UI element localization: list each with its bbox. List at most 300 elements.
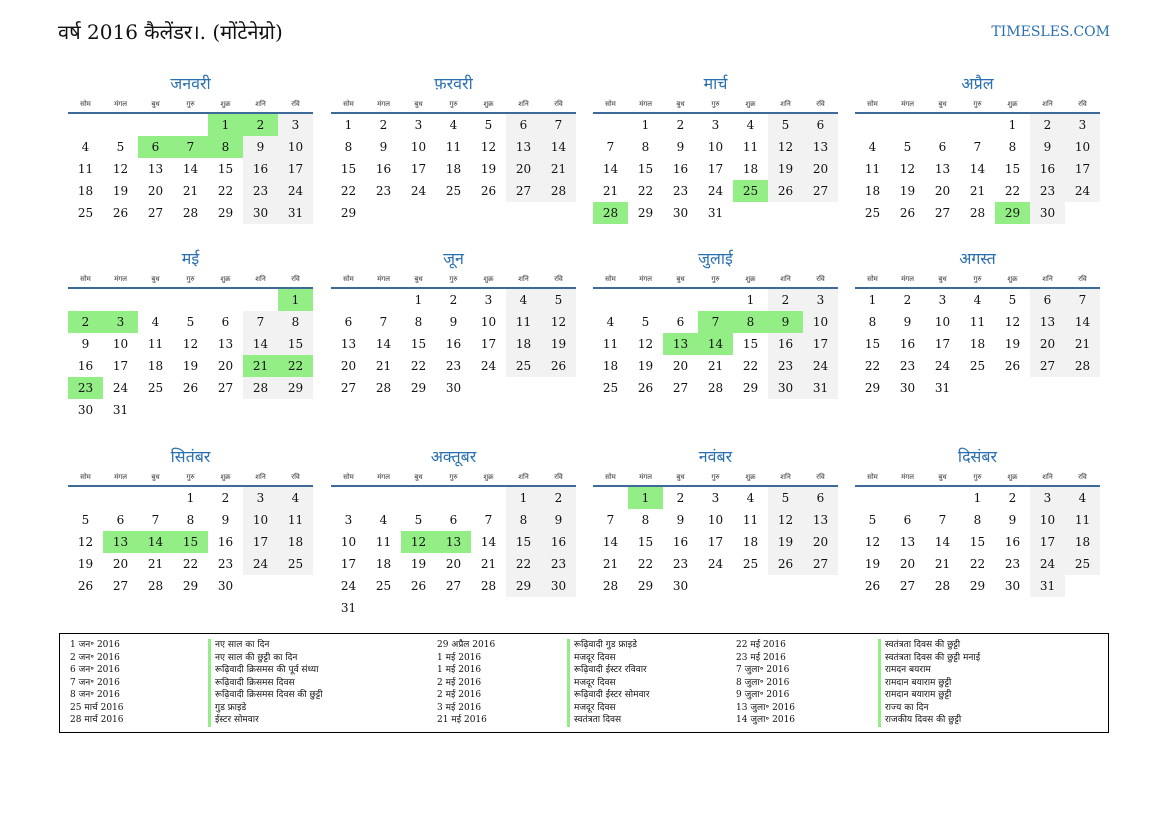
day-cell: 1 bbox=[186, 491, 195, 505]
legend-holiday-name: रूढ़िवादी क्रिसमस की पूर्व संध्या bbox=[208, 664, 318, 677]
day-cell: 3 bbox=[711, 491, 720, 505]
legend-holiday-name: राजकीय दिवस की छुट्टी bbox=[878, 714, 961, 727]
day-cell: 16 bbox=[672, 162, 689, 176]
day-cell: 18 bbox=[742, 535, 759, 549]
day-cell: 8 bbox=[278, 311, 313, 333]
day-cell: 11 bbox=[969, 315, 986, 329]
day-cell: 1 bbox=[506, 487, 541, 509]
day-cell: 12 bbox=[899, 162, 916, 176]
day-cell: 2 bbox=[768, 289, 803, 311]
day-cell: 22 bbox=[1004, 184, 1021, 198]
day-cell: 27 bbox=[672, 381, 689, 395]
day-cell: 24 bbox=[278, 180, 313, 202]
legend-date: 2 मई 2016 bbox=[437, 690, 482, 700]
month-name: नवंबर bbox=[698, 447, 733, 466]
day-cell: 17 bbox=[243, 531, 278, 553]
weekday-label: गुरु bbox=[711, 100, 720, 108]
holiday-day-cell: 23 bbox=[68, 377, 103, 399]
day-cell: 11 bbox=[147, 337, 164, 351]
day-cell: 17 bbox=[278, 158, 313, 180]
day-cell: 7 bbox=[973, 140, 982, 154]
day-cell: 5 bbox=[868, 513, 877, 527]
day-cell: 26 bbox=[77, 579, 94, 593]
day-grid bbox=[855, 289, 1100, 399]
day-cell: 6 bbox=[116, 513, 125, 527]
day-cell: 7 bbox=[484, 513, 493, 527]
day-cell: 17 bbox=[480, 337, 497, 351]
day-cell: 17 bbox=[803, 333, 838, 355]
day-cell: 11 bbox=[742, 140, 759, 154]
day-cell: 21 bbox=[969, 184, 986, 198]
day-cell: 31 bbox=[707, 206, 724, 220]
day-cell: 29 bbox=[182, 579, 199, 593]
day-cell: 7 bbox=[1065, 289, 1100, 311]
day-cell: 18 bbox=[864, 184, 881, 198]
empty-cell bbox=[401, 487, 436, 509]
day-cell: 30 bbox=[445, 381, 462, 395]
day-cell: 15 bbox=[340, 162, 357, 176]
weekday-label: रवि bbox=[1078, 100, 1087, 108]
empty-cell bbox=[331, 289, 366, 311]
day-grid bbox=[593, 114, 838, 224]
empty-cell bbox=[243, 289, 278, 311]
legend-date: 7 जन॰ 2016 bbox=[70, 677, 120, 688]
day-cell: 19 bbox=[77, 557, 94, 571]
day-cell: 9 bbox=[221, 513, 230, 527]
month-name: अप्रैल bbox=[961, 74, 994, 93]
day-cell: 17 bbox=[1030, 531, 1065, 553]
weekday-label: शनि bbox=[255, 473, 266, 481]
day-cell: 21 bbox=[541, 158, 576, 180]
empty-cell bbox=[103, 487, 138, 509]
day-cell: 5 bbox=[903, 140, 912, 154]
day-cell: 14 bbox=[1065, 311, 1100, 333]
day-cell: 30 bbox=[899, 381, 916, 395]
day-cell: 6 bbox=[506, 114, 541, 136]
day-cell: 8 bbox=[414, 315, 423, 329]
day-cell: 6 bbox=[803, 114, 838, 136]
day-cell: 2 bbox=[676, 118, 685, 132]
day-cell: 20 bbox=[217, 359, 234, 373]
day-grid bbox=[68, 289, 313, 421]
day-cell: 27 bbox=[217, 381, 234, 395]
legend-holiday-name: राज्य का दिन bbox=[878, 702, 928, 715]
weekday-label: मंगल bbox=[377, 473, 390, 481]
day-cell: 29 bbox=[969, 579, 986, 593]
day-cell: 31 bbox=[278, 202, 313, 224]
day-cell: 25 bbox=[969, 359, 986, 373]
day-cell: 15 bbox=[864, 337, 881, 351]
day-cell: 23 bbox=[1030, 180, 1065, 202]
weekday-label: मंगल bbox=[377, 100, 390, 108]
day-cell: 6 bbox=[676, 315, 685, 329]
month-name: अक्तूबर bbox=[430, 447, 477, 466]
weekday-label: बुध bbox=[676, 100, 685, 108]
day-cell: 17 bbox=[112, 359, 129, 373]
legend-date: 25 मार्च 2016 bbox=[70, 702, 124, 713]
day-cell: 4 bbox=[746, 491, 755, 505]
day-cell: 22 bbox=[637, 184, 654, 198]
weekday-label: शुक्र bbox=[1007, 275, 1018, 283]
day-cell: 12 bbox=[182, 337, 199, 351]
day-cell: 16 bbox=[375, 162, 392, 176]
day-cell: 18 bbox=[1065, 531, 1100, 553]
day-cell: 5 bbox=[116, 140, 125, 154]
day-cell: 16 bbox=[672, 535, 689, 549]
day-cell: 24 bbox=[1030, 553, 1065, 575]
day-cell: 23 bbox=[1004, 557, 1021, 571]
day-cell: 14 bbox=[243, 333, 278, 355]
day-cell: 9 bbox=[81, 337, 90, 351]
day-grid bbox=[331, 487, 576, 619]
day-cell: 31 bbox=[934, 381, 951, 395]
weekday-label: शुक्र bbox=[1007, 473, 1018, 481]
empty-cell bbox=[593, 114, 628, 136]
legend-holiday-name: रामदन बयराम bbox=[878, 664, 931, 677]
weekday-label: रवि bbox=[816, 275, 825, 283]
empty-cell bbox=[855, 487, 890, 509]
day-cell: 16 bbox=[1004, 535, 1021, 549]
day-cell: 3 bbox=[803, 289, 838, 311]
day-cell: 4 bbox=[1065, 487, 1100, 509]
day-cell: 8 bbox=[186, 513, 195, 527]
day-cell: 7 bbox=[541, 114, 576, 136]
legend-holiday-name: रूढ़िवादी ईस्टर सोमवार bbox=[567, 689, 650, 702]
weekday-label: बुध bbox=[151, 100, 160, 108]
weekday-label: शनि bbox=[780, 275, 791, 283]
weekday-label: शुक्र bbox=[220, 275, 231, 283]
day-cell: 9 bbox=[903, 315, 912, 329]
day-cell: 26 bbox=[480, 184, 497, 198]
day-cell: 12 bbox=[1004, 315, 1021, 329]
weekday-label: शुक्र bbox=[745, 473, 756, 481]
day-cell: 27 bbox=[340, 381, 357, 395]
weekday-label: गुरु bbox=[449, 275, 458, 283]
legend-date: 21 मई 2016 bbox=[437, 715, 487, 725]
day-cell: 1 bbox=[1008, 118, 1017, 132]
holiday-day-cell: 13 bbox=[103, 531, 138, 553]
weekday-label: गुरु bbox=[973, 100, 982, 108]
empty-cell bbox=[663, 289, 698, 311]
day-cell: 20 bbox=[672, 359, 689, 373]
month-block bbox=[855, 70, 1100, 224]
legend-holiday-name: रूढ़िवादी क्रिसमस दिवस की छुट्टी bbox=[208, 689, 323, 702]
legend-holiday-name: मजदूर दिवस bbox=[567, 702, 616, 715]
month-name: मई bbox=[181, 249, 200, 268]
day-cell: 25 bbox=[1065, 553, 1100, 575]
day-cell: 6 bbox=[221, 315, 230, 329]
holiday-day-cell: 1 bbox=[628, 487, 663, 509]
holiday-day-cell: 29 bbox=[995, 202, 1030, 224]
day-cell: 26 bbox=[541, 355, 576, 377]
day-cell: 27 bbox=[445, 579, 462, 593]
day-cell: 22 bbox=[340, 184, 357, 198]
weekday-label: शनि bbox=[518, 100, 529, 108]
empty-cell bbox=[68, 487, 103, 509]
weekday-label: बुध bbox=[151, 473, 160, 481]
weekday-label: शनि bbox=[518, 473, 529, 481]
weekday-label: मंगल bbox=[377, 275, 390, 283]
day-cell: 2 bbox=[1030, 114, 1065, 136]
legend-date: 8 जन॰ 2016 bbox=[70, 690, 120, 700]
empty-cell bbox=[103, 289, 138, 311]
day-cell: 5 bbox=[541, 289, 576, 311]
holiday-day-cell: 13 bbox=[663, 333, 698, 355]
month-block bbox=[593, 443, 838, 597]
weekday-label: सोम bbox=[80, 100, 91, 108]
empty-cell bbox=[366, 487, 401, 509]
empty-cell bbox=[593, 289, 628, 311]
day-grid bbox=[68, 487, 313, 597]
day-cell: 19 bbox=[899, 184, 916, 198]
day-cell: 29 bbox=[217, 206, 234, 220]
day-cell: 22 bbox=[410, 359, 427, 373]
legend-holiday-name: रामदान बयाराम छुट्टी bbox=[878, 689, 951, 702]
day-cell: 8 bbox=[973, 513, 982, 527]
legend-date: 2 जन॰ 2016 bbox=[70, 652, 120, 663]
weekday-label: शुक्र bbox=[220, 100, 231, 108]
day-cell: 17 bbox=[934, 337, 951, 351]
weekday-label: शनि bbox=[1042, 100, 1053, 108]
day-cell: 22 bbox=[969, 557, 986, 571]
day-cell: 28 bbox=[147, 579, 164, 593]
day-cell: 3 bbox=[1030, 487, 1065, 509]
day-cell: 27 bbox=[803, 553, 838, 575]
weekday-label: मंगल bbox=[901, 100, 914, 108]
empty-cell bbox=[173, 114, 208, 136]
day-cell: 25 bbox=[147, 381, 164, 395]
day-cell: 15 bbox=[637, 535, 654, 549]
weekday-label: रवि bbox=[1078, 275, 1087, 283]
day-cell: 13 bbox=[217, 337, 234, 351]
day-cell: 11 bbox=[1065, 509, 1100, 531]
day-cell: 18 bbox=[506, 333, 541, 355]
day-cell: 11 bbox=[864, 162, 881, 176]
day-grid bbox=[331, 114, 576, 224]
holiday-day-cell: 2 bbox=[243, 114, 278, 136]
holiday-day-cell: 9 bbox=[768, 311, 803, 333]
day-cell: 13 bbox=[803, 136, 838, 158]
day-cell: 29 bbox=[637, 579, 654, 593]
legend-holiday-name: गुड फ्राइडे bbox=[208, 702, 246, 715]
day-cell: 30 bbox=[541, 575, 576, 597]
day-cell: 23 bbox=[899, 359, 916, 373]
day-cell: 26 bbox=[637, 381, 654, 395]
holiday-day-cell: 1 bbox=[278, 289, 313, 311]
day-cell: 22 bbox=[742, 359, 759, 373]
month-block bbox=[68, 70, 313, 224]
weekday-label: शुक्र bbox=[483, 473, 494, 481]
day-cell: 23 bbox=[217, 557, 234, 571]
day-cell: 20 bbox=[1030, 333, 1065, 355]
weekday-label: गुरु bbox=[186, 100, 195, 108]
day-cell: 2 bbox=[221, 491, 230, 505]
day-cell: 6 bbox=[803, 487, 838, 509]
day-cell: 7 bbox=[606, 513, 615, 527]
day-cell: 21 bbox=[182, 184, 199, 198]
legend-holiday-name: मजदूर दिवस bbox=[567, 652, 616, 665]
day-cell: 9 bbox=[541, 509, 576, 531]
day-cell: 19 bbox=[182, 359, 199, 373]
day-cell: 28 bbox=[934, 579, 951, 593]
day-cell: 16 bbox=[445, 337, 462, 351]
site-link[interactable]: TIMESLES.COM bbox=[991, 24, 1110, 40]
day-cell: 19 bbox=[541, 333, 576, 355]
weekday-label: मंगल bbox=[639, 275, 652, 283]
empty-cell bbox=[960, 114, 995, 136]
weekday-label: सोम bbox=[605, 275, 616, 283]
day-cell: 18 bbox=[602, 359, 619, 373]
holiday-day-cell: 28 bbox=[593, 202, 628, 224]
day-cell: 23 bbox=[672, 557, 689, 571]
day-cell: 13 bbox=[1030, 311, 1065, 333]
legend-date: 8 जुला॰ 2016 bbox=[736, 677, 790, 688]
day-cell: 16 bbox=[768, 333, 803, 355]
weekday-header bbox=[331, 273, 576, 289]
day-cell: 12 bbox=[77, 535, 94, 549]
day-cell: 27 bbox=[934, 206, 951, 220]
day-cell: 22 bbox=[864, 359, 881, 373]
day-cell: 12 bbox=[864, 535, 881, 549]
day-cell: 27 bbox=[1030, 355, 1065, 377]
weekday-label: रवि bbox=[554, 100, 563, 108]
month-name: सितंबर bbox=[170, 447, 211, 466]
day-cell: 26 bbox=[182, 381, 199, 395]
day-cell: 25 bbox=[742, 557, 759, 571]
day-cell: 16 bbox=[1030, 158, 1065, 180]
legend-date: 3 मई 2016 bbox=[437, 702, 482, 713]
weekday-header bbox=[331, 471, 576, 487]
weekday-label: बुध bbox=[414, 275, 423, 283]
holiday-day-cell: 25 bbox=[733, 180, 768, 202]
day-cell: 3 bbox=[1065, 114, 1100, 136]
day-cell: 28 bbox=[707, 381, 724, 395]
day-cell: 26 bbox=[410, 579, 427, 593]
day-grid bbox=[593, 289, 838, 399]
empty-cell bbox=[628, 289, 663, 311]
day-cell: 15 bbox=[1004, 162, 1021, 176]
day-cell: 12 bbox=[768, 509, 803, 531]
day-cell: 5 bbox=[768, 114, 803, 136]
day-cell: 24 bbox=[934, 359, 951, 373]
empty-cell bbox=[68, 114, 103, 136]
day-cell: 11 bbox=[375, 535, 392, 549]
day-cell: 29 bbox=[637, 206, 654, 220]
day-cell: 1 bbox=[344, 118, 353, 132]
day-cell: 19 bbox=[768, 158, 803, 180]
weekday-label: रवि bbox=[1078, 473, 1087, 481]
day-cell: 12 bbox=[480, 140, 497, 154]
day-cell: 17 bbox=[410, 162, 427, 176]
day-grid bbox=[68, 114, 313, 224]
weekday-label: मंगल bbox=[901, 473, 914, 481]
day-cell: 18 bbox=[742, 162, 759, 176]
day-cell: 14 bbox=[934, 535, 951, 549]
day-cell: 8 bbox=[641, 513, 650, 527]
day-cell: 13 bbox=[899, 535, 916, 549]
day-cell: 6 bbox=[344, 315, 353, 329]
day-cell: 3 bbox=[278, 114, 313, 136]
legend-date: 28 मार्च 2016 bbox=[70, 715, 124, 725]
day-cell: 1 bbox=[746, 293, 755, 307]
day-cell: 10 bbox=[1030, 509, 1065, 531]
day-cell: 26 bbox=[899, 206, 916, 220]
month-block bbox=[855, 443, 1100, 597]
legend-date: 22 मई 2016 bbox=[736, 640, 786, 650]
weekday-label: रवि bbox=[816, 473, 825, 481]
day-cell: 1 bbox=[973, 491, 982, 505]
day-cell: 3 bbox=[414, 118, 423, 132]
empty-cell bbox=[436, 487, 471, 509]
holiday-day-cell: 7 bbox=[173, 136, 208, 158]
legend-holiday-name: नए साल की छुट्टी का दिन bbox=[208, 652, 297, 665]
day-cell: 24 bbox=[480, 359, 497, 373]
weekday-label: बुध bbox=[938, 100, 947, 108]
day-cell: 2 bbox=[676, 491, 685, 505]
day-cell: 7 bbox=[938, 513, 947, 527]
day-cell: 27 bbox=[899, 579, 916, 593]
day-cell: 12 bbox=[541, 311, 576, 333]
weekday-label: मंगल bbox=[114, 275, 127, 283]
weekday-label: शनि bbox=[780, 473, 791, 481]
day-cell: 21 bbox=[147, 557, 164, 571]
day-cell: 10 bbox=[243, 509, 278, 531]
day-cell: 19 bbox=[480, 162, 497, 176]
day-cell: 18 bbox=[445, 162, 462, 176]
holiday-legend bbox=[59, 633, 1109, 733]
day-cell: 5 bbox=[1008, 293, 1017, 307]
legend-date: 6 जन॰ 2016 bbox=[70, 665, 120, 675]
day-cell: 2 bbox=[1008, 491, 1017, 505]
day-cell: 7 bbox=[606, 140, 615, 154]
day-cell: 23 bbox=[445, 359, 462, 373]
day-cell: 1 bbox=[868, 293, 877, 307]
day-cell: 16 bbox=[899, 337, 916, 351]
weekday-label: सोम bbox=[605, 100, 616, 108]
day-cell: 10 bbox=[1065, 136, 1100, 158]
day-cell: 11 bbox=[602, 337, 619, 351]
day-cell: 21 bbox=[602, 557, 619, 571]
day-cell: 5 bbox=[414, 513, 423, 527]
day-cell: 4 bbox=[506, 289, 541, 311]
weekday-label: बुध bbox=[414, 100, 423, 108]
day-cell: 21 bbox=[707, 359, 724, 373]
day-cell: 4 bbox=[868, 140, 877, 154]
weekday-label: मंगल bbox=[114, 100, 127, 108]
weekday-label: शुक्र bbox=[483, 100, 494, 108]
day-cell: 20 bbox=[934, 184, 951, 198]
weekday-label: गुरु bbox=[449, 100, 458, 108]
weekday-label: मंगल bbox=[639, 473, 652, 481]
empty-cell bbox=[890, 114, 925, 136]
empty-cell bbox=[925, 487, 960, 509]
day-cell: 17 bbox=[707, 535, 724, 549]
day-cell: 4 bbox=[606, 315, 615, 329]
day-cell: 22 bbox=[506, 553, 541, 575]
weekday-label: शुक्र bbox=[483, 275, 494, 283]
day-cell: 9 bbox=[676, 513, 685, 527]
day-cell: 24 bbox=[340, 579, 357, 593]
empty-cell bbox=[138, 289, 173, 311]
empty-cell bbox=[890, 487, 925, 509]
day-cell: 20 bbox=[506, 158, 541, 180]
month-block bbox=[68, 245, 313, 421]
legend-date: 1 जन॰ 2016 bbox=[70, 640, 120, 650]
empty-cell bbox=[698, 289, 733, 311]
day-cell: 7 bbox=[379, 315, 388, 329]
day-cell: 24 bbox=[243, 553, 278, 575]
holiday-day-cell: 14 bbox=[698, 333, 733, 355]
